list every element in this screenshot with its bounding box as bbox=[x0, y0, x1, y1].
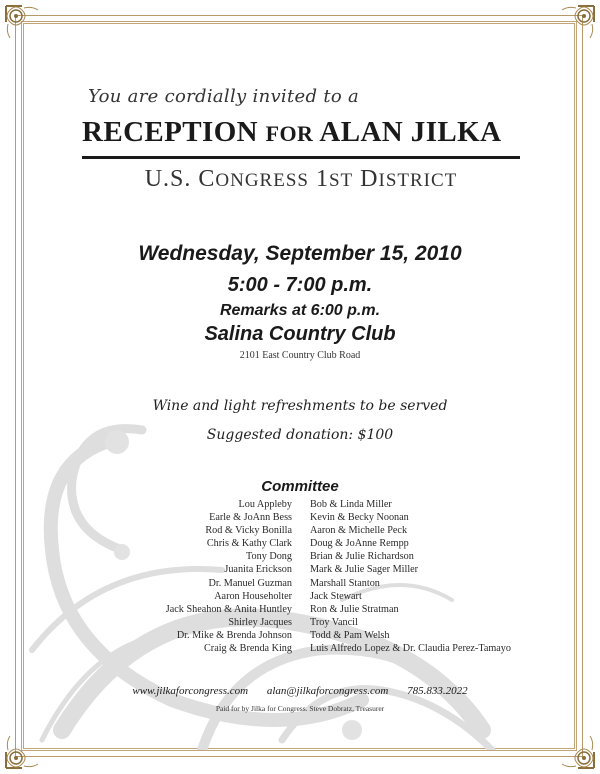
paid-for-disclaimer: Paid for by Jilka for Congress. Steve Dobratz, Treasurer bbox=[215, 704, 385, 713]
corner-ornament-icon bbox=[2, 2, 44, 44]
subtitle-part: ST bbox=[328, 170, 354, 191]
committee-member: Craig & Brenda King bbox=[204, 643, 292, 655]
committee-member: Marshall Stanton bbox=[310, 577, 380, 589]
committee-member: Mark & Julie Sager Miller bbox=[310, 564, 419, 576]
committee-member: Juanita Erickson bbox=[224, 564, 292, 576]
committee-member: Ron & Julie Stratman bbox=[310, 603, 399, 615]
email-link[interactable]: alan@jilkaforcongress.com bbox=[266, 685, 389, 697]
committee-member: Todd & Pam Welsh bbox=[310, 629, 390, 641]
committee-heading: Committee bbox=[261, 478, 339, 495]
invite-line: You are cordially invited to a bbox=[88, 86, 360, 107]
contact-footer bbox=[0, 685, 600, 697]
refreshments-note: Wine and light refreshments to be served bbox=[152, 398, 448, 414]
committee-member: Lou Appleby bbox=[238, 499, 292, 510]
event-venue: Salina Country Club bbox=[204, 323, 396, 345]
committee-member: Dr. Mike & Brenda Johnson bbox=[176, 629, 292, 641]
committee-member: Rod & Vicky Bonilla bbox=[205, 525, 292, 537]
committee-member: Bob & Linda Miller bbox=[310, 499, 392, 510]
committee-member: Brian & Julie Richardson bbox=[310, 551, 414, 563]
subtitle-part: 1 bbox=[315, 166, 329, 192]
title-part: RECEPTION bbox=[82, 116, 259, 148]
committee-member: Chris & Kathy Clark bbox=[206, 538, 292, 550]
phone-number: 785.833.2022 bbox=[407, 685, 468, 697]
committee-member: Jack Stewart bbox=[310, 590, 362, 602]
committee-left-column bbox=[166, 498, 292, 655]
committee-member: Earle & JoAnn Bess bbox=[209, 512, 292, 524]
event-title bbox=[82, 116, 520, 149]
committee-member: Tony Dong bbox=[246, 551, 292, 563]
corner-ornament-icon bbox=[556, 730, 598, 772]
website-link[interactable]: www.jilkaforcongress.com bbox=[132, 685, 249, 697]
committee-member: Dr. Manuel Guzman bbox=[208, 577, 292, 589]
subtitle-part: D bbox=[360, 166, 379, 192]
event-time: 5:00 - 7:00 p.m. bbox=[227, 274, 373, 296]
committee-member: Doug & JoAnne Rempp bbox=[310, 538, 409, 550]
corner-ornament-icon bbox=[556, 2, 598, 44]
subtitle-part: ONGRESS bbox=[215, 170, 309, 191]
committee-member: Aaron & Michelle Peck bbox=[310, 525, 408, 537]
title-divider bbox=[82, 156, 520, 159]
venue-address: 2101 East Country Club Road bbox=[239, 350, 361, 361]
committee-member: Jack Sheahon & Anita Huntley bbox=[165, 603, 292, 615]
committee-member: Kevin & Becky Noonan bbox=[310, 512, 409, 524]
event-subtitle bbox=[82, 166, 520, 193]
event-remarks: Remarks at 6:00 p.m. bbox=[219, 302, 381, 319]
committee-member: Aaron Householter bbox=[214, 590, 292, 602]
committee-member: Troy Vancil bbox=[310, 616, 358, 628]
subtitle-part: U.S. C bbox=[144, 166, 216, 192]
suggested-donation: Suggested donation: $100 bbox=[206, 427, 394, 443]
event-date: Wednesday, September 15, 2010 bbox=[138, 242, 462, 265]
subtitle-part: ISTRICT bbox=[378, 170, 458, 191]
committee-right-column bbox=[310, 498, 511, 655]
committee-member: Luis Alfredo Lopez & Dr. Claudia Perez-Tamayo bbox=[310, 643, 511, 655]
committee-member: Shirley Jacques bbox=[228, 616, 292, 628]
title-part: FOR bbox=[265, 121, 314, 146]
title-part: ALAN JILKA bbox=[319, 116, 502, 148]
corner-ornament-icon bbox=[2, 730, 44, 772]
